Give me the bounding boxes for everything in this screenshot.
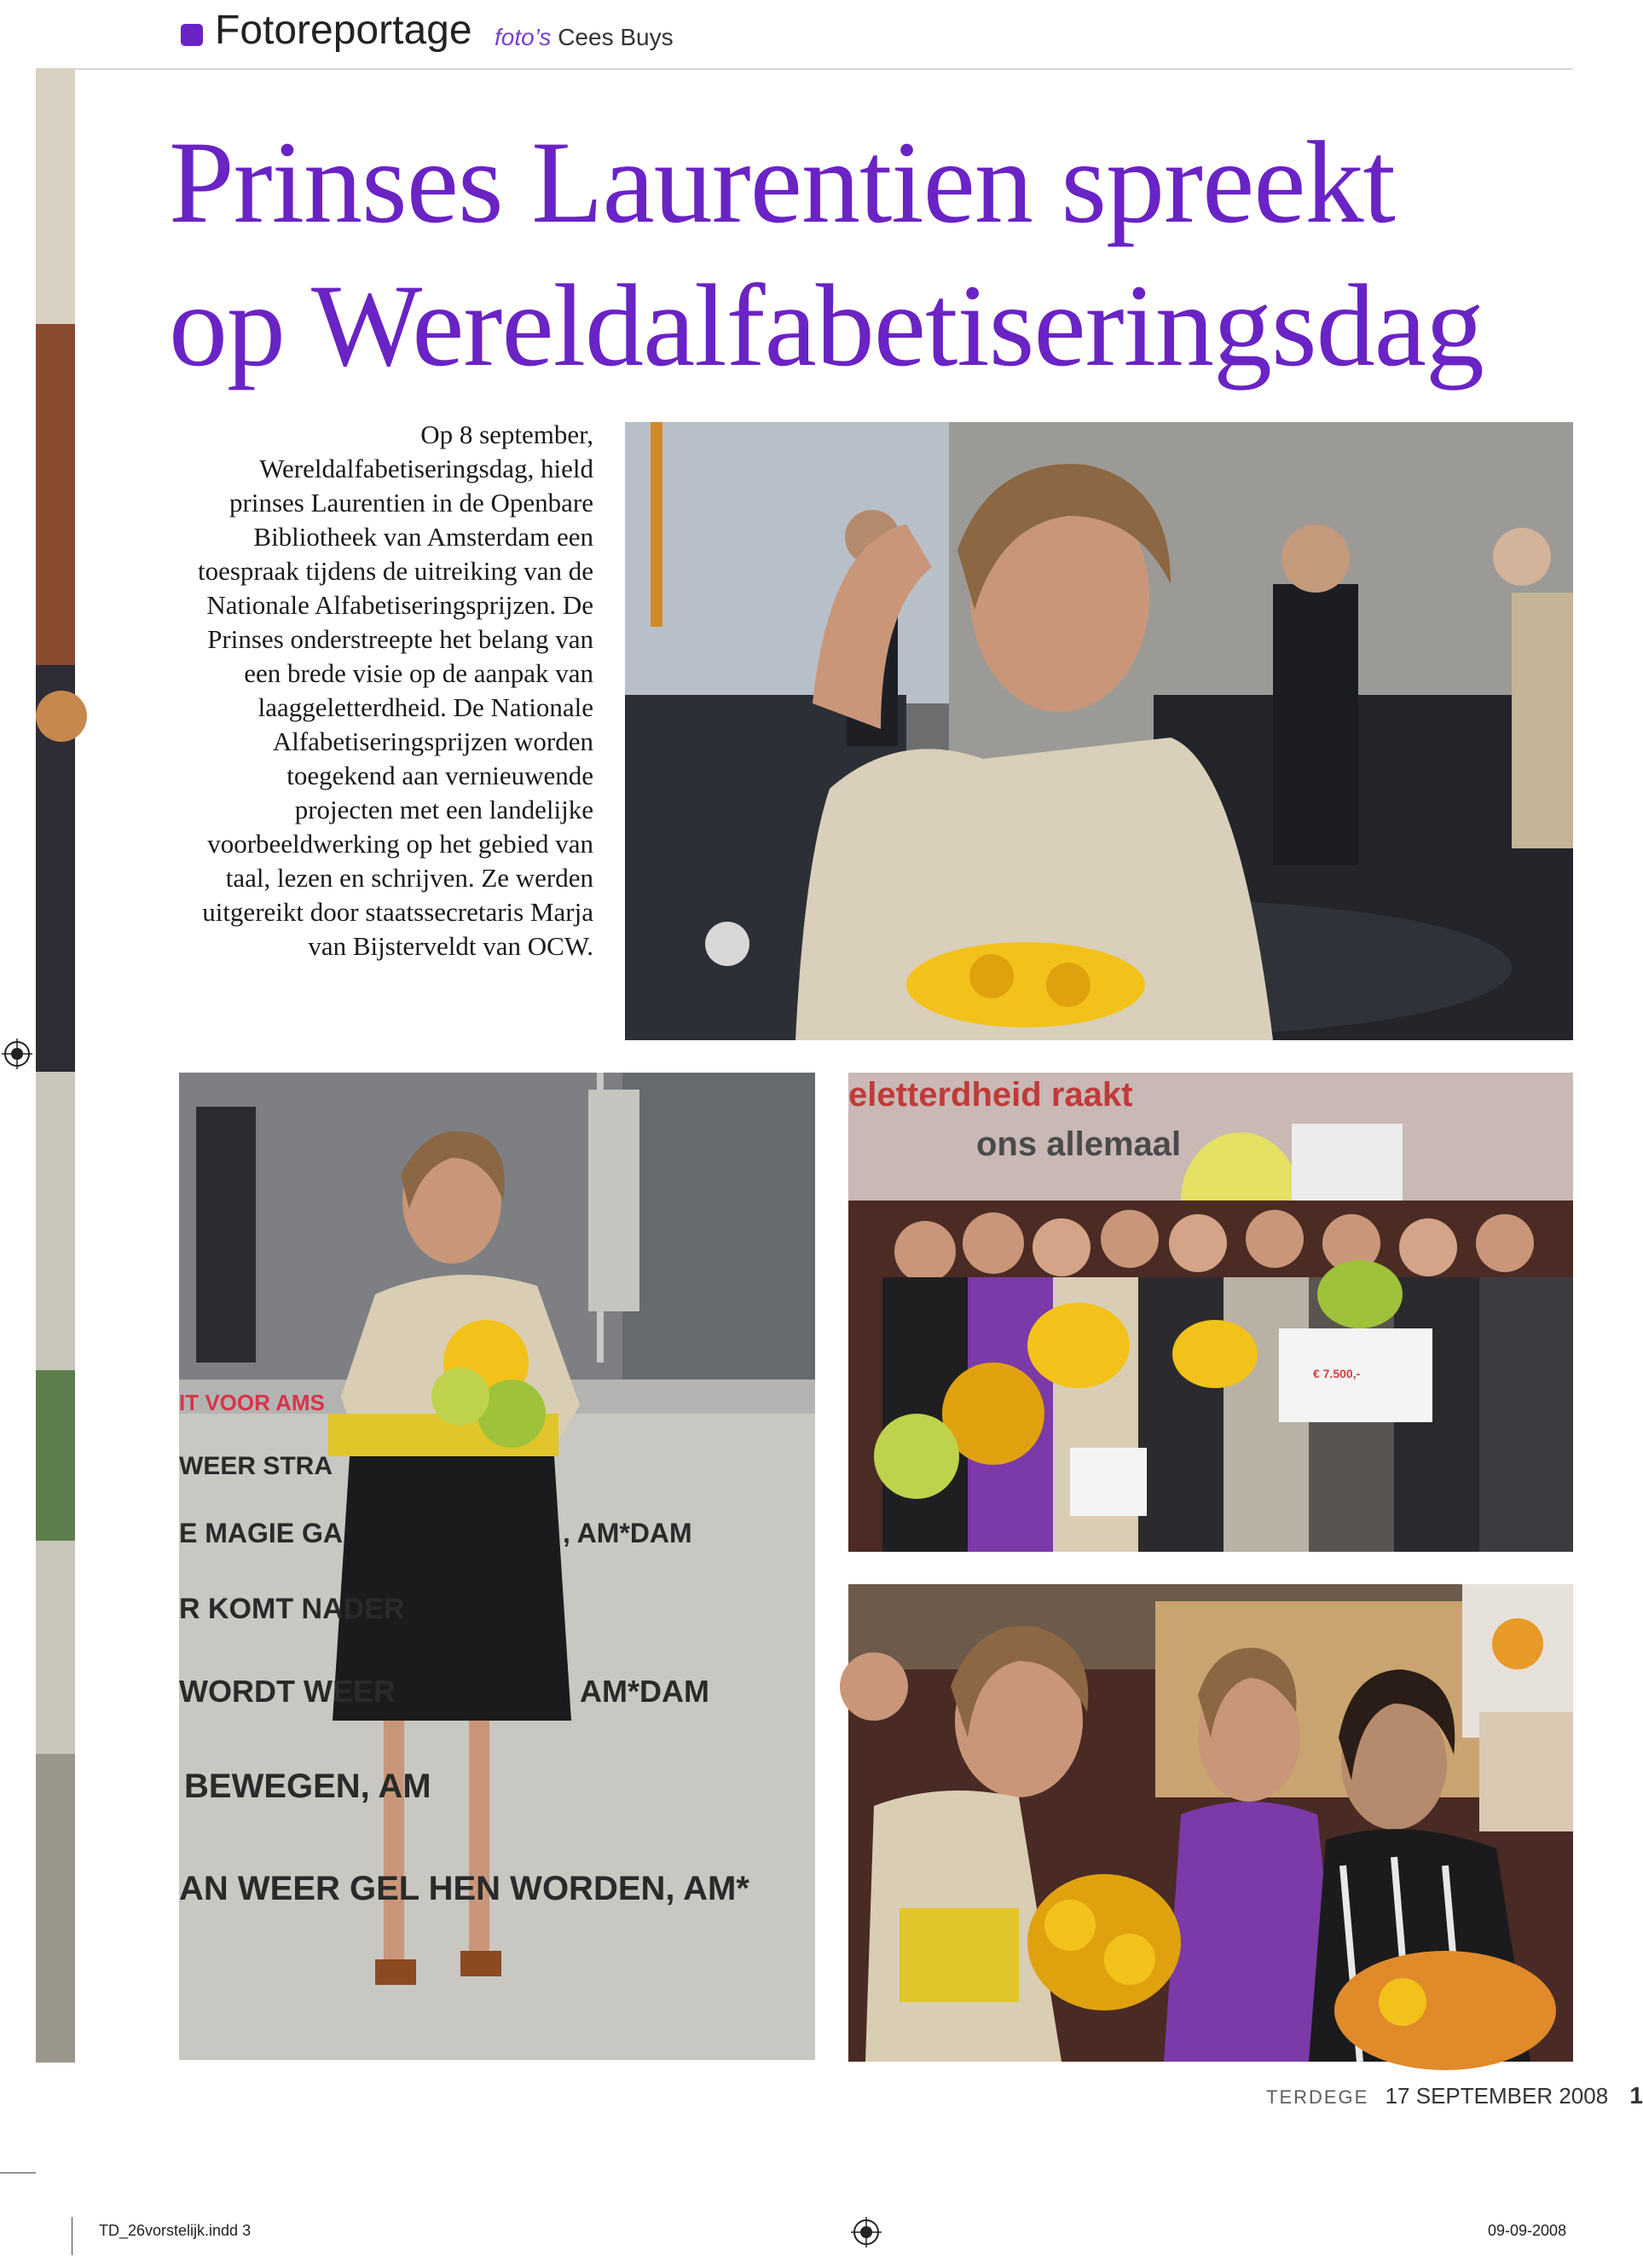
cheque-amount: € 7.500,-: [1313, 1367, 1361, 1380]
stairs-text-1: IT VOOR AMS: [179, 1390, 325, 1415]
header-divider: [75, 68, 1573, 70]
stairs-text-9: AN WEER GEL HEN WORDEN, AM*: [179, 1870, 749, 1907]
article-title: [169, 111, 1573, 397]
banner-text-line-1: eletterdheid raakt: [848, 1076, 1133, 1114]
banner-text-line-2: ons allemaal: [976, 1125, 1182, 1163]
article-title-line-1: Prinses Laurentien spreekt: [169, 117, 1395, 247]
page-folio: [1266, 2082, 1643, 2109]
photo-credit: [495, 24, 674, 51]
section-marker-square: [181, 24, 203, 46]
left-edge-photo-strip: [36, 68, 75, 1072]
photographer-name: Cees Buys: [558, 24, 674, 50]
stairs-text-3: E MAGIE GA: [179, 1518, 344, 1548]
registration-mark-icon: [851, 2217, 882, 2248]
registration-mark-icon: [2, 1039, 32, 1069]
slug-filename: TD_26vorstelijk.indd 3: [99, 2222, 252, 2239]
stairs-text-5: R KOMT NADER: [179, 1593, 405, 1625]
slug-date: 09-09-2008: [1488, 2222, 1567, 2239]
photo-princess-on-stairs: [179, 1073, 815, 2060]
photo-credit-label: foto’s: [495, 24, 552, 50]
photo-princess-portrait: [625, 422, 1573, 1040]
stairs-text-8: BEWEGEN, AM: [184, 1768, 431, 1805]
article-body: Op 8 september, Wereldalfabetiseringsdag, hield prinses Laurentien in de Openbare Bibliotheek van Amsterdam een toespraak tijdens de uitreiking van de Nationale Alfabetiseringsprijzen. De Prinses onderstreepte het belang van een brede visie op de aanpak van laaggeletterdheid. De Nationale Alfabetiseringsprijzen worden toegekend aan vernieuwende projecten met een landelijke voorbeeldwerking op het gebied van taal, lezen en schrijven. Ze werden uitgereikt door staatssecretaris Marja van Bijsterveldt van OCW.: [197, 419, 593, 961]
article-title-line-2: op Wereldalfabetiseringsdag: [169, 260, 1484, 391]
left-edge-photo-strip-lower: [36, 1072, 75, 2063]
photo-prize-winners-group: [848, 1073, 1573, 1552]
issue-date: 17 SEPTEMBER 2008: [1385, 2083, 1609, 2109]
magazine-name: TERDEGE: [1266, 2086, 1369, 2108]
stairs-text-7: AM*DAM: [580, 1674, 709, 1709]
stairs-text-2: WEER STRA: [179, 1452, 333, 1480]
page-number: 1: [1629, 2082, 1643, 2109]
stairs-text-6: WORDT WEER: [179, 1674, 396, 1709]
stairs-text-4: , AM*DAM: [563, 1518, 692, 1548]
section-label: Fotoreportage: [215, 8, 472, 53]
photo-princess-greeting: [848, 1584, 1573, 2062]
